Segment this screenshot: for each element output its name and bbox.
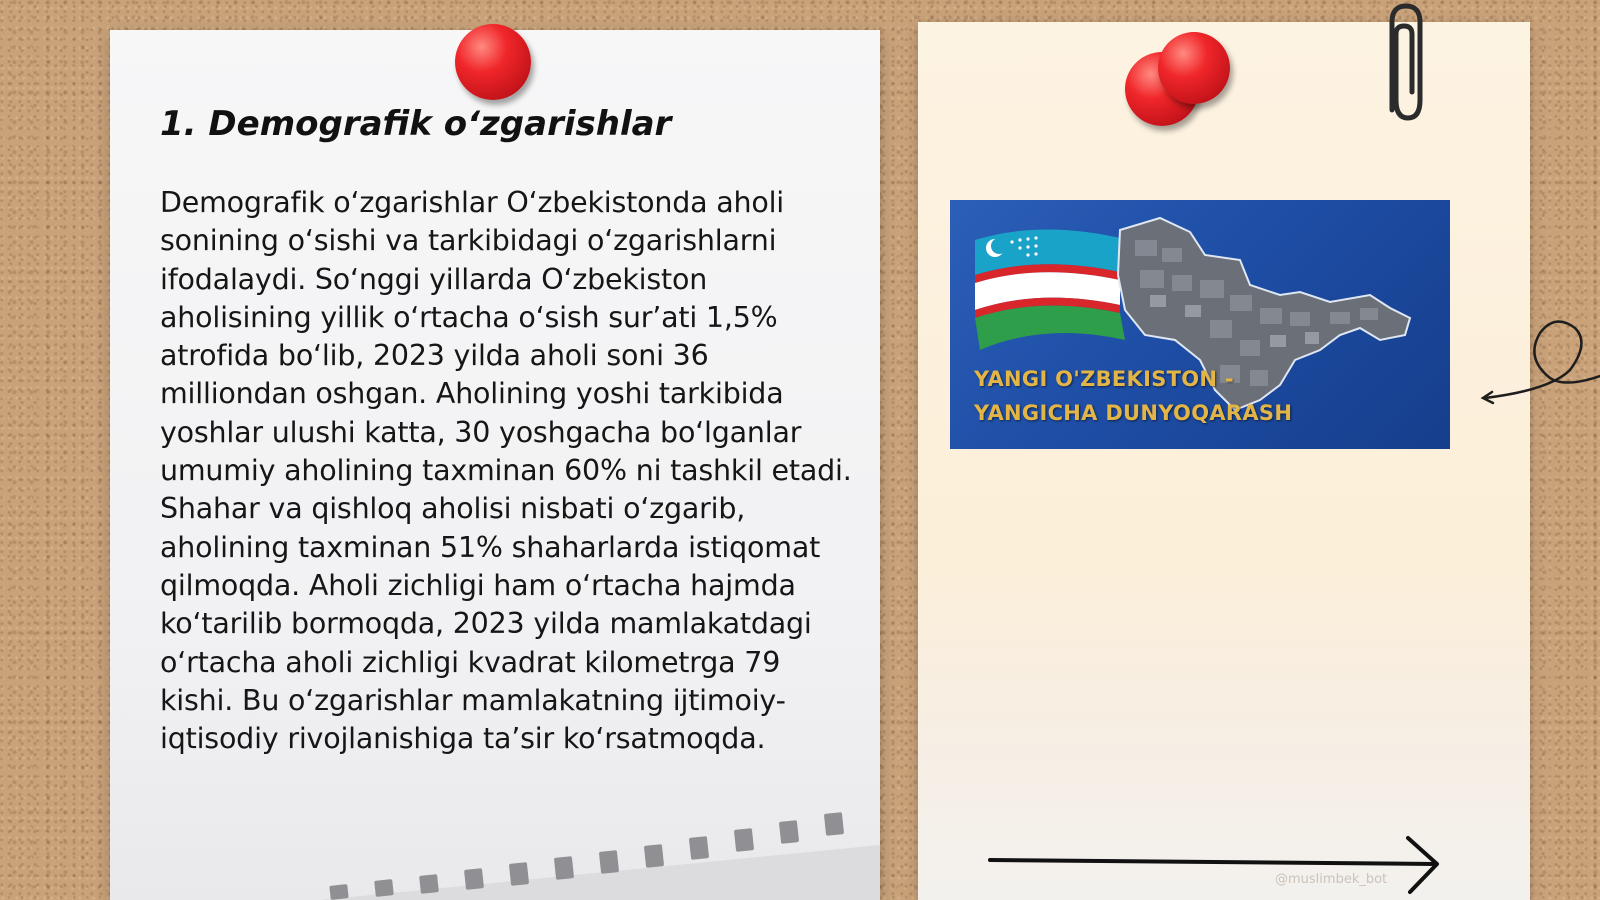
red-pushpin-icon <box>1158 32 1230 104</box>
paperclip-icon <box>1378 0 1426 125</box>
next-arrow-icon[interactable] <box>985 830 1445 900</box>
slide-body-text: Demografik o‘zgarishlar O‘zbekistonda aholi sonining o‘sishi va tarkibidagi o‘zgarishlarni ifodalaydi. So‘nggi yillarda O‘zbekiston aholisining yillik o‘rtacha o‘sish sur’ati 1,5% atrofida bo‘lib, 2023 yilda aholi soni 36 milliondan oshgan. Aholining yoshi tarkibida yoshlar ulushi katta, 30 yoshgacha bo‘lganlar umumiy aholining taxminan 60% ni tashkil etadi. Shahar va qishloq aholisi nisbati o‘zgarib, aholining taxminan 51% shaharlarda istiqomat qilmoqda. Aholi zichligi ham o‘rtacha hajmda ko‘tarilib bormoqda, 2023 yilda mamlakatdagi o‘rtacha aholi zichligi kvadrat kilometrga 79 kishi. Bu o‘zgarishlar mamlakatning ijtimoiy-iqtisodiy rivojlanishiga ta’sir ko‘rsatmoqda. <box>160 186 852 756</box>
banner-caption <box>974 362 1292 430</box>
curly-arrow-doodle-icon <box>1480 308 1600 418</box>
right-note-paper <box>918 22 1530 900</box>
slide-title: 1. Demografik o‘zgarishlar <box>160 104 672 144</box>
uzbekistan-banner-image <box>950 200 1450 449</box>
red-pushpin-icon <box>455 24 531 100</box>
banner-caption-line1: YANGI O'ZBEKISTON - <box>974 367 1234 391</box>
banner-caption-line2: YANGICHA DUNYOQARASH <box>974 401 1293 425</box>
torn-notebook-edge <box>320 805 880 900</box>
uzbek-flag-icon <box>975 229 1125 350</box>
watermark-text: @muslimbek_bot <box>1275 872 1388 887</box>
